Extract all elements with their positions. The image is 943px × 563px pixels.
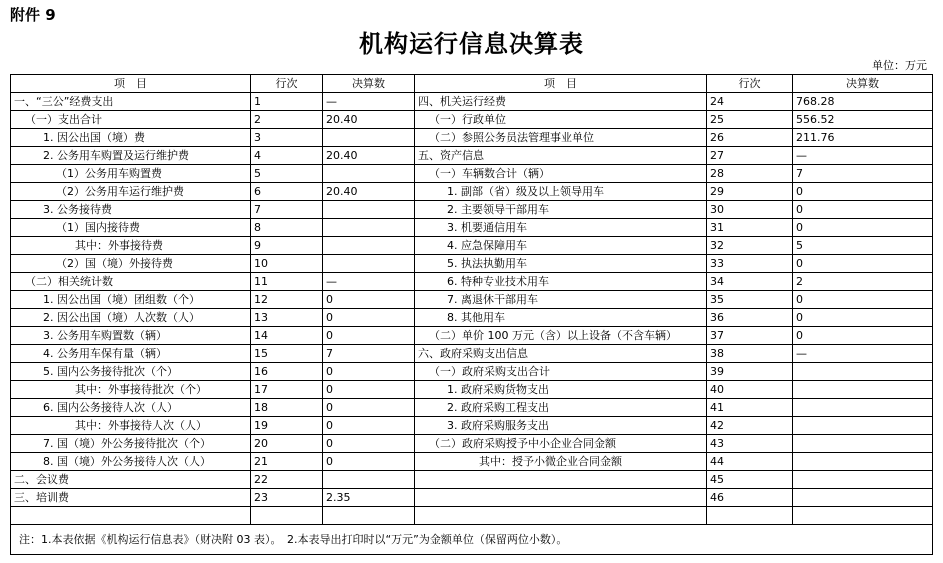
left-item-cell: 3. 公务用车购置数（辆） bbox=[11, 327, 251, 345]
left-row-number-cell: 16 bbox=[251, 363, 323, 381]
left-value-cell bbox=[323, 201, 415, 219]
right-item-cell: 3. 政府采购服务支出 bbox=[415, 417, 707, 435]
right-item-cell bbox=[415, 507, 707, 525]
right-item-cell: 1. 政府采购货物支出 bbox=[415, 381, 707, 399]
left-value-cell bbox=[323, 471, 415, 489]
right-row-number-cell: 40 bbox=[707, 381, 793, 399]
left-item-cell: 5. 国内公务接待批次（个） bbox=[11, 363, 251, 381]
left-row-number-cell: 11 bbox=[251, 273, 323, 291]
left-row-number-cell: 19 bbox=[251, 417, 323, 435]
table-row bbox=[11, 129, 933, 147]
right-value-cell bbox=[793, 363, 933, 381]
right-value-cell bbox=[793, 489, 933, 507]
right-row-number-cell: 30 bbox=[707, 201, 793, 219]
right-item-cell: 五、资产信息 bbox=[415, 147, 707, 165]
left-value-cell: 0 bbox=[323, 309, 415, 327]
right-item-cell: （一）政府采购支出合计 bbox=[415, 363, 707, 381]
column-header: 项 目 bbox=[11, 75, 251, 93]
right-row-number-cell: 38 bbox=[707, 345, 793, 363]
left-row-number-cell: 10 bbox=[251, 255, 323, 273]
right-item-cell: 四、机关运行经费 bbox=[415, 93, 707, 111]
right-row-number-cell: 28 bbox=[707, 165, 793, 183]
table-row bbox=[11, 417, 933, 435]
left-item-cell: 3. 公务接待费 bbox=[11, 201, 251, 219]
right-row-number-cell: 45 bbox=[707, 471, 793, 489]
right-row-number-cell: 36 bbox=[707, 309, 793, 327]
right-row-number-cell: 27 bbox=[707, 147, 793, 165]
right-value-cell: 0 bbox=[793, 327, 933, 345]
right-item-cell: 2. 主要领导干部用车 bbox=[415, 201, 707, 219]
right-row-number-cell: 37 bbox=[707, 327, 793, 345]
right-row-number-cell: 43 bbox=[707, 435, 793, 453]
right-item-cell bbox=[415, 471, 707, 489]
table-row bbox=[11, 183, 933, 201]
right-value-cell: 0 bbox=[793, 201, 933, 219]
left-value-cell: 0 bbox=[323, 327, 415, 345]
column-header: 决算数 bbox=[323, 75, 415, 93]
right-row-number-cell: 35 bbox=[707, 291, 793, 309]
left-value-cell: 2.35 bbox=[323, 489, 415, 507]
table-row bbox=[11, 219, 933, 237]
table-row bbox=[11, 273, 933, 291]
left-row-number-cell: 21 bbox=[251, 453, 323, 471]
left-row-number-cell: 1 bbox=[251, 93, 323, 111]
left-row-number-cell: 2 bbox=[251, 111, 323, 129]
left-item-cell: 7. 国（境）外公务接待批次（个） bbox=[11, 435, 251, 453]
table-row bbox=[11, 471, 933, 489]
table-row bbox=[11, 435, 933, 453]
right-item-cell: 1. 副部（省）级及以上领导用车 bbox=[415, 183, 707, 201]
left-item-cell: 其中：外事接待人次（人） bbox=[11, 417, 251, 435]
right-row-number-cell: 32 bbox=[707, 237, 793, 255]
table-row bbox=[11, 237, 933, 255]
info-table bbox=[10, 74, 933, 555]
left-value-cell bbox=[323, 507, 415, 525]
right-value-cell bbox=[793, 399, 933, 417]
right-value-cell: 211.76 bbox=[793, 129, 933, 147]
table-row bbox=[11, 399, 933, 417]
table-row bbox=[11, 111, 933, 129]
right-item-cell: 7. 离退休干部用车 bbox=[415, 291, 707, 309]
left-item-cell: 二、会议费 bbox=[11, 471, 251, 489]
right-value-cell: 2 bbox=[793, 273, 933, 291]
page-title: 机构运行信息决算表 bbox=[359, 29, 584, 58]
left-value-cell: 0 bbox=[323, 435, 415, 453]
right-value-cell bbox=[793, 507, 933, 525]
right-value-cell: 0 bbox=[793, 255, 933, 273]
table-row bbox=[11, 147, 933, 165]
left-item-cell: （一）支出合计 bbox=[11, 111, 251, 129]
table-row bbox=[11, 93, 933, 111]
left-value-cell: 0 bbox=[323, 417, 415, 435]
right-item-cell: 8. 其他用车 bbox=[415, 309, 707, 327]
right-row-number-cell: 46 bbox=[707, 489, 793, 507]
left-value-cell bbox=[323, 255, 415, 273]
right-value-cell: — bbox=[793, 147, 933, 165]
left-value-cell bbox=[323, 219, 415, 237]
right-value-cell bbox=[793, 381, 933, 399]
left-row-number-cell: 18 bbox=[251, 399, 323, 417]
right-item-cell: 4. 应急保障用车 bbox=[415, 237, 707, 255]
left-item-cell: （2）国（境）外接待费 bbox=[11, 255, 251, 273]
right-row-number-cell: 42 bbox=[707, 417, 793, 435]
left-value-cell: 0 bbox=[323, 363, 415, 381]
left-item-cell: 三、培训费 bbox=[11, 489, 251, 507]
left-item-cell: 1. 因公出国（境）团组数（个） bbox=[11, 291, 251, 309]
table-row bbox=[11, 345, 933, 363]
right-value-cell: 0 bbox=[793, 219, 933, 237]
right-item-cell: 3. 机要通信用车 bbox=[415, 219, 707, 237]
right-item-cell: （二）单价 100 万元（含）以上设备（不含车辆） bbox=[415, 327, 707, 345]
column-header: 项 目 bbox=[415, 75, 707, 93]
left-item-cell bbox=[11, 507, 251, 525]
right-value-cell bbox=[793, 453, 933, 471]
table-header-row bbox=[11, 75, 933, 93]
table-row bbox=[11, 327, 933, 345]
left-value-cell: 0 bbox=[323, 291, 415, 309]
right-value-cell bbox=[793, 471, 933, 489]
left-item-cell: 8. 国（境）外公务接待人次（人） bbox=[11, 453, 251, 471]
left-item-cell: 2. 因公出国（境）人次数（人） bbox=[11, 309, 251, 327]
right-row-number-cell bbox=[707, 507, 793, 525]
left-item-cell: 2. 公务用车购置及运行维护费 bbox=[11, 147, 251, 165]
right-row-number-cell: 25 bbox=[707, 111, 793, 129]
right-item-cell bbox=[415, 489, 707, 507]
right-row-number-cell: 41 bbox=[707, 399, 793, 417]
right-item-cell: 6. 特种专业技术用车 bbox=[415, 273, 707, 291]
left-item-cell: 一、“三公”经费支出 bbox=[11, 93, 251, 111]
right-value-cell bbox=[793, 435, 933, 453]
table-note: 注：1.本表依据《机构运行信息表》（财决附 03 表）。 2.本表导出打印时以“万元”为金额单位（保留两位小数）。 bbox=[11, 525, 933, 555]
right-row-number-cell: 26 bbox=[707, 129, 793, 147]
table-row bbox=[11, 291, 933, 309]
left-value-cell: — bbox=[323, 93, 415, 111]
left-row-number-cell: 14 bbox=[251, 327, 323, 345]
left-row-number-cell: 7 bbox=[251, 201, 323, 219]
left-value-cell: 0 bbox=[323, 399, 415, 417]
right-row-number-cell: 33 bbox=[707, 255, 793, 273]
right-value-cell bbox=[793, 417, 933, 435]
table-row bbox=[11, 507, 933, 525]
table-body bbox=[11, 93, 933, 525]
right-value-cell: 768.28 bbox=[793, 93, 933, 111]
left-row-number-cell: 3 bbox=[251, 129, 323, 147]
left-item-cell: （1）国内接待费 bbox=[11, 219, 251, 237]
left-row-number-cell bbox=[251, 507, 323, 525]
right-value-cell: 0 bbox=[793, 309, 933, 327]
right-value-cell: 0 bbox=[793, 291, 933, 309]
left-value-cell bbox=[323, 129, 415, 147]
right-row-number-cell: 31 bbox=[707, 219, 793, 237]
left-value-cell: 7 bbox=[323, 345, 415, 363]
left-row-number-cell: 9 bbox=[251, 237, 323, 255]
left-item-cell: （1）公务用车购置费 bbox=[11, 165, 251, 183]
left-value-cell: — bbox=[323, 273, 415, 291]
right-value-cell: 7 bbox=[793, 165, 933, 183]
left-value-cell bbox=[323, 237, 415, 255]
right-item-cell: （二）参照公务员法管理事业单位 bbox=[415, 129, 707, 147]
table-note-row bbox=[11, 525, 933, 555]
table-row bbox=[11, 309, 933, 327]
right-value-cell: 556.52 bbox=[793, 111, 933, 129]
right-row-number-cell: 39 bbox=[707, 363, 793, 381]
column-header: 行次 bbox=[251, 75, 323, 93]
right-item-cell: 2. 政府采购工程支出 bbox=[415, 399, 707, 417]
right-item-cell: 六、政府采购支出信息 bbox=[415, 345, 707, 363]
left-row-number-cell: 20 bbox=[251, 435, 323, 453]
table-row bbox=[11, 255, 933, 273]
column-header: 决算数 bbox=[793, 75, 933, 93]
table-row bbox=[11, 453, 933, 471]
left-row-number-cell: 22 bbox=[251, 471, 323, 489]
left-item-cell: 4. 公务用车保有量（辆） bbox=[11, 345, 251, 363]
right-row-number-cell: 34 bbox=[707, 273, 793, 291]
left-item-cell: 1. 因公出国（境）费 bbox=[11, 129, 251, 147]
right-row-number-cell: 29 bbox=[707, 183, 793, 201]
left-value-cell: 20.40 bbox=[323, 147, 415, 165]
attachment-label: 附件 9 bbox=[10, 6, 56, 24]
right-row-number-cell: 44 bbox=[707, 453, 793, 471]
left-value-cell: 0 bbox=[323, 381, 415, 399]
left-item-cell: （二）相关统计数 bbox=[11, 273, 251, 291]
left-row-number-cell: 12 bbox=[251, 291, 323, 309]
left-row-number-cell: 17 bbox=[251, 381, 323, 399]
left-row-number-cell: 23 bbox=[251, 489, 323, 507]
left-row-number-cell: 13 bbox=[251, 309, 323, 327]
left-value-cell bbox=[323, 165, 415, 183]
left-item-cell: 6. 国内公务接待人次（人） bbox=[11, 399, 251, 417]
right-row-number-cell: 24 bbox=[707, 93, 793, 111]
right-item-cell: （二）政府采购授予中小企业合同金额 bbox=[415, 435, 707, 453]
table-row bbox=[11, 165, 933, 183]
left-row-number-cell: 6 bbox=[251, 183, 323, 201]
left-row-number-cell: 8 bbox=[251, 219, 323, 237]
left-value-cell: 20.40 bbox=[323, 111, 415, 129]
unit-label: 单位：万元 bbox=[872, 59, 927, 72]
table-row bbox=[11, 363, 933, 381]
right-item-cell: （一）车辆数合计（辆） bbox=[415, 165, 707, 183]
right-value-cell: — bbox=[793, 345, 933, 363]
table-row bbox=[11, 201, 933, 219]
left-item-cell: （2）公务用车运行维护费 bbox=[11, 183, 251, 201]
left-item-cell: 其中：外事接待费 bbox=[11, 237, 251, 255]
right-item-cell: 其中：授予小微企业合同金额 bbox=[415, 453, 707, 471]
left-row-number-cell: 15 bbox=[251, 345, 323, 363]
table-row bbox=[11, 489, 933, 507]
left-row-number-cell: 4 bbox=[251, 147, 323, 165]
right-value-cell: 5 bbox=[793, 237, 933, 255]
left-row-number-cell: 5 bbox=[251, 165, 323, 183]
left-value-cell: 20.40 bbox=[323, 183, 415, 201]
right-item-cell: 5. 执法执勤用车 bbox=[415, 255, 707, 273]
table-row bbox=[11, 381, 933, 399]
left-value-cell: 0 bbox=[323, 453, 415, 471]
right-item-cell: （一）行政单位 bbox=[415, 111, 707, 129]
right-value-cell: 0 bbox=[793, 183, 933, 201]
left-item-cell: 其中：外事接待批次（个） bbox=[11, 381, 251, 399]
column-header: 行次 bbox=[707, 75, 793, 93]
